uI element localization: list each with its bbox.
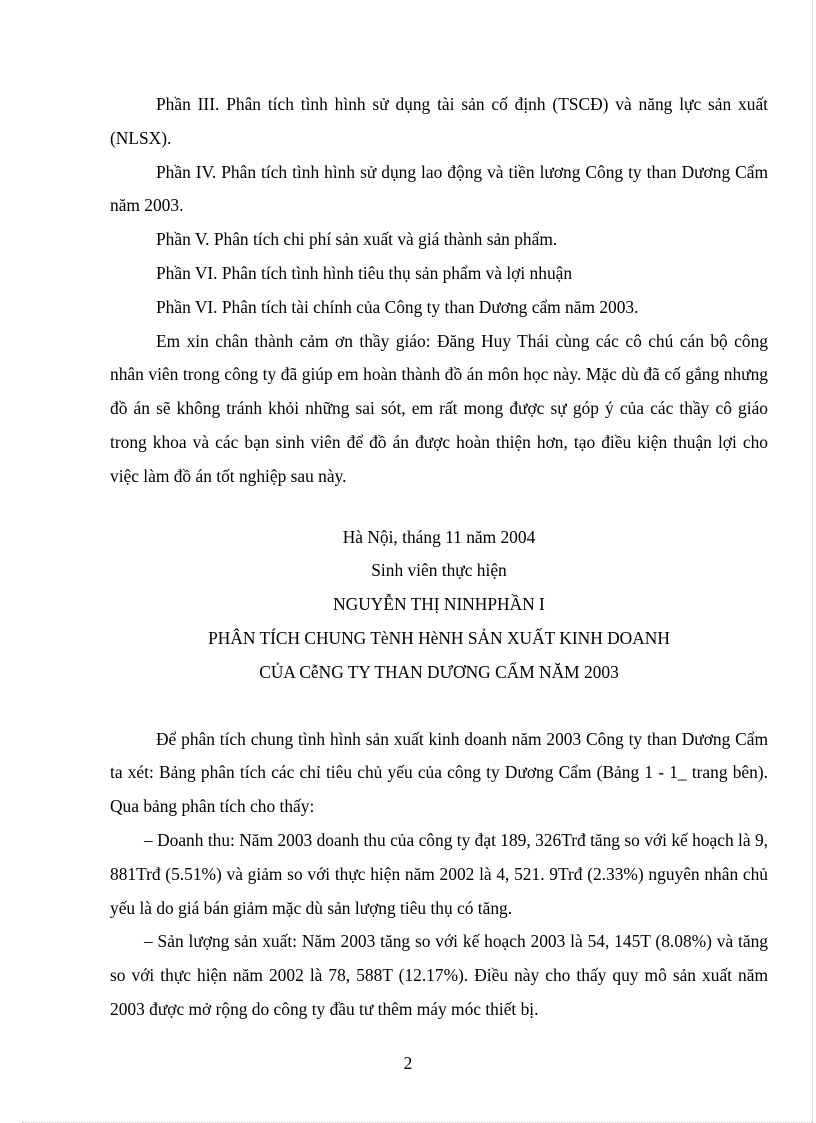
signature-block bbox=[110, 521, 768, 622]
page-right-border bbox=[812, 0, 813, 1123]
paragraph-production: – Sản lượng sản xuất: Năm 2003 tăng so với kế hoạch 2003 là 54, 145T (8.08%) và tăng so với thực hiện năm 2002 là 78, 588T (12.17%). Điều này cho thấy quy mô sản xuất năm 2003 được mở rộng do công ty đầu tư thêm máy móc thiết bị. bbox=[110, 931, 768, 1019]
paragraph-analysis-intro: Để phân tích chung tình hình sản xuất kinh doanh năm 2003 Công ty than Dương Cẩm ta xét: Bảng phân tích các chỉ tiêu chủ yếu của công ty Dương Cẩm (Bảng 1 - 1_ trang bên). Qua bảng phân tích cho thấy: bbox=[110, 728, 768, 817]
paragraph-acknowledgement: Em xin chân thành cảm ơn thầy giáo: Đăng Huy Thái cùng các cô chú cán bộ công nhân viên trong công ty đã giúp em hoàn thành đồ án môn học này. Mặc dù đã cố gắng nhưng đồ án sẽ không tránh khỏi những sai sót, em rất mong được sự góp ý của các thầy cô giáo trong khoa và các bạn sinh viên để đồ án được hoàn thiện hơn, tạo điều kiện thuận lợi cho việc làm đồ án tốt nghiệp sau này. bbox=[110, 330, 768, 486]
paragraph-part-4: Phần IV. Phân tích tình hình sử dụng lao động và tiền lương Công ty than Dương Cẩm năm 2003. bbox=[110, 161, 768, 216]
spacer bbox=[110, 690, 768, 723]
signature-name: NGUYỄN THỊ NINHPHẦN I bbox=[333, 594, 545, 615]
paragraph-part-6-finance: Phần VI. Phân tích tài chính của Công ty than Dương cẩm năm 2003. bbox=[156, 296, 639, 317]
signature-place-date: Hà Nội, tháng 11 năm 2004 bbox=[342, 526, 536, 547]
signature-role: Sinh viên thực hiện bbox=[371, 560, 507, 581]
paragraph-part-3: Phần III. Phân tích tình hình sử dụng tài sản cố định (TSCĐ) và năng lực sản xuất (NLSX). bbox=[110, 94, 768, 148]
paragraph-revenue: – Doanh thu: Năm 2003 doanh thu của công ty đạt 189, 326Trđ tăng so với kế hoạch là 9, 881Trđ (5.51%) và giảm so với thực hiện năm 2002 là 4, 521. 9Trđ (2.33%) nguyên nhân chủ yếu là do giá bán giảm mặc dù sản lượng tiêu thụ có tăng. bbox=[110, 829, 768, 918]
section-heading-line-2: CỦA CễNG TY THAN DƯƠNG CẨM NĂM 2003 bbox=[259, 661, 619, 682]
section-heading-line-1: PHÂN TÍCH CHUNG TèNH HèNH SẢN XUẤT KINH DOANH bbox=[208, 627, 670, 648]
paragraph-part-6: Phần VI. Phân tích tình hình tiêu thụ sản phẩm và lợi nhuận bbox=[156, 262, 573, 283]
paragraph-part-5: Phần V. Phân tích chi phí sản xuất và giá thành sản phẩm. bbox=[156, 229, 558, 250]
section-heading bbox=[110, 622, 768, 690]
page-number: 2 bbox=[403, 1053, 413, 1073]
document-body bbox=[110, 88, 768, 1027]
